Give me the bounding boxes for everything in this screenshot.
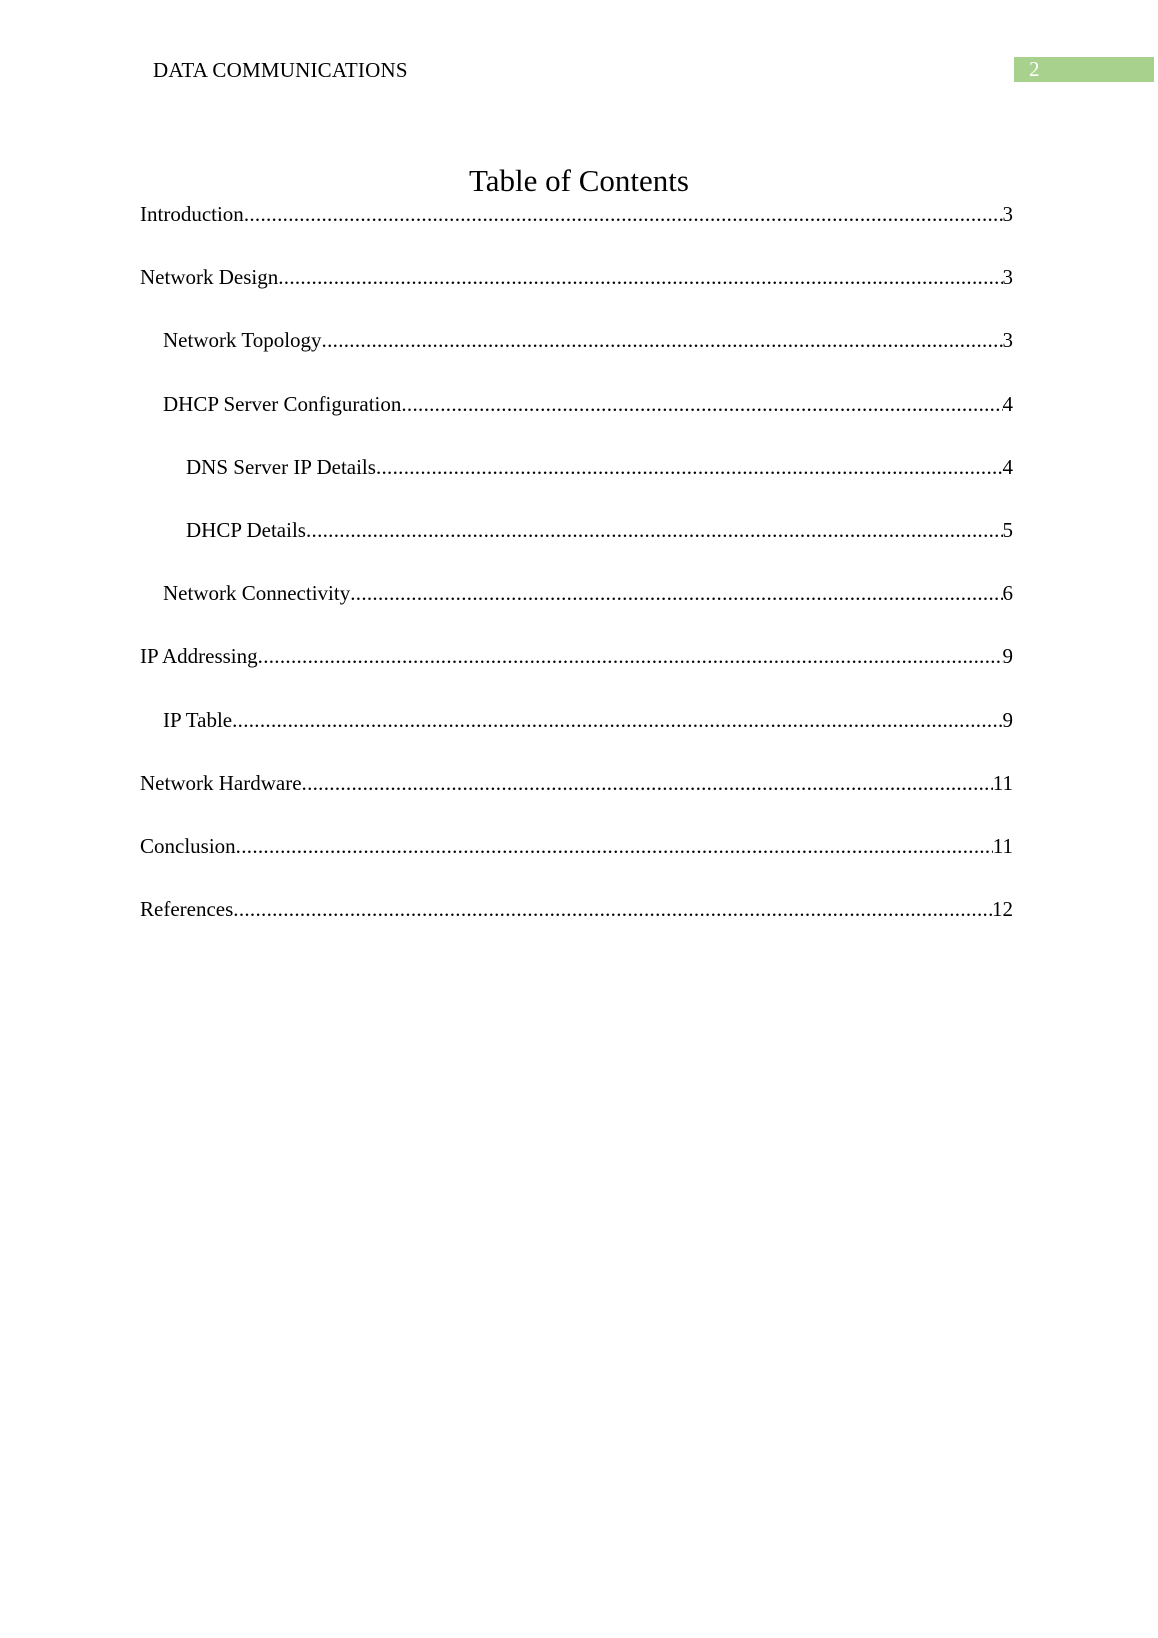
toc-entry-label: Network Topology [163, 328, 322, 353]
toc-entry-network-hardware[interactable] [140, 769, 1013, 832]
toc-dot-leader [278, 263, 1002, 291]
toc-entry-page: 11 [992, 770, 1013, 795]
toc-entry-network-connectivity[interactable] [140, 579, 1013, 642]
toc-entry-references[interactable] [140, 895, 1013, 958]
toc-dot-leader [302, 769, 993, 797]
toc-dot-leader [322, 326, 1003, 354]
toc-entry-label: DNS Server IP Details [186, 454, 376, 479]
toc-entry-page: 3 [1002, 328, 1013, 353]
running-head: DATA COMMUNICATIONS [153, 58, 408, 82]
toc-entry-dhcp-server-configuration[interactable] [140, 390, 1013, 453]
toc-list [140, 200, 1013, 958]
toc-entry-conclusion[interactable] [140, 832, 1013, 895]
toc-dot-leader [236, 832, 993, 860]
toc-entry-page: 12 [992, 897, 1013, 922]
toc-entry-label: Network Connectivity [163, 581, 351, 606]
toc-dot-leader [233, 895, 992, 923]
toc-entry-network-topology[interactable] [140, 326, 1013, 389]
toc-entry-page: 9 [1002, 644, 1013, 669]
toc-title: Table of Contents [469, 163, 689, 198]
toc-entry-page: 4 [1002, 391, 1013, 416]
toc-entry-label: IP Table [163, 707, 233, 732]
toc-entry-page: 6 [1002, 581, 1013, 606]
toc-dot-leader [232, 706, 1002, 734]
toc-entry-label: IP Addressing [140, 644, 258, 669]
toc-entry-label: DHCP Details [186, 517, 306, 542]
toc-entry-label: DHCP Server Configuration [163, 391, 402, 416]
toc-dot-leader [350, 579, 1002, 607]
toc-entry-label: Introduction [140, 202, 244, 226]
toc-dot-leader [401, 390, 1002, 418]
page-number-badge [1014, 57, 1154, 82]
toc-entry-ip-addressing[interactable] [140, 642, 1013, 705]
toc-entry-dns-server-ip-details[interactable] [140, 453, 1013, 516]
toc-entry-label: References [140, 897, 234, 922]
toc-entry-introduction[interactable] [140, 200, 1013, 263]
toc-dot-leader [376, 453, 1003, 481]
toc-entry-page: 3 [1002, 202, 1013, 226]
toc-dot-leader [244, 200, 1003, 228]
toc-entry-page: 11 [992, 833, 1013, 858]
page-number: 2 [1029, 57, 1040, 81]
toc-entry-ip-table[interactable] [140, 706, 1013, 769]
toc-entry-label: Network Design [140, 265, 279, 290]
toc-entry-label: Conclusion [140, 833, 236, 858]
toc-entry-dhcp-details[interactable] [140, 516, 1013, 579]
toc-entry-network-design[interactable] [140, 263, 1013, 326]
toc-dot-leader [258, 642, 1003, 670]
toc-entry-page: 4 [1002, 454, 1013, 479]
toc-entry-page: 3 [1002, 265, 1013, 290]
toc-entry-page: 9 [1002, 707, 1013, 732]
toc-dot-leader [306, 516, 1003, 544]
toc-entry-label: Network Hardware [140, 770, 302, 795]
toc-entry-page: 5 [1002, 517, 1013, 542]
